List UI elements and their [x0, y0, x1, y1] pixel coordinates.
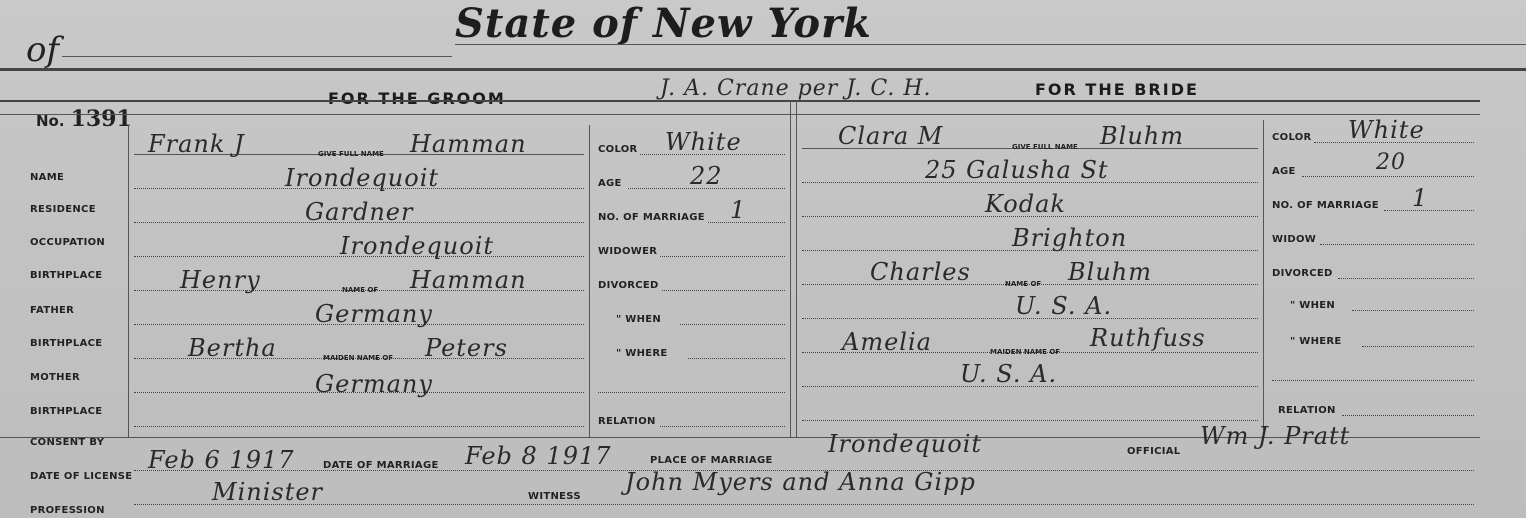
label-name: NAME — [30, 172, 65, 183]
table-top-rule — [0, 100, 1480, 102]
groom-residence: Irondequoit — [285, 164, 440, 192]
col-divider-labels — [128, 125, 129, 437]
bride-name-of-label: NAME OF — [1005, 280, 1042, 288]
bride-no-of-marriage: 1 — [1412, 184, 1429, 212]
groom-where-line — [688, 358, 785, 359]
groom-mother-first: Bertha — [188, 334, 277, 362]
groom-give-full-name-label: GIVE FULL NAME — [318, 150, 384, 158]
groom-blank-line — [598, 392, 785, 393]
groom-relation-label: RELATION — [598, 416, 656, 427]
bride-heading: FOR THE BRIDE — [1035, 80, 1199, 99]
clerk-note: J. A. Crane per J. C. H. — [660, 76, 932, 101]
col-divider-center-1 — [790, 100, 791, 437]
county-line — [62, 56, 452, 57]
label-birthplace-3: BIRTHPLACE — [30, 406, 103, 417]
bride-residence: 25 Galusha St — [925, 156, 1109, 184]
label-residence: RESIDENCE — [30, 204, 96, 215]
bride-mother-birthplace: U. S. A. — [960, 360, 1058, 388]
bride-age: 20 — [1376, 150, 1406, 175]
bride-color: White — [1348, 116, 1425, 144]
groom-age-label: AGE — [598, 178, 622, 189]
bride-birthplace: Brighton — [1012, 224, 1128, 252]
place-of-marriage: Irondequoit — [828, 430, 983, 458]
label-mother: MOTHER — [30, 372, 80, 383]
bride-divorced-label: DIVORCED — [1272, 268, 1333, 279]
groom-when-line — [680, 324, 785, 325]
groom-widower-label: WIDOWER — [598, 246, 658, 257]
label-birthplace-1: BIRTHPLACE — [30, 270, 103, 281]
number-label: No. — [36, 112, 65, 130]
label-birthplace-2: BIRTHPLACE — [30, 338, 103, 349]
bride-when-label: " WHEN — [1290, 300, 1336, 311]
groom-first-name: Frank J — [148, 130, 245, 158]
groom-color-label: COLOR — [598, 144, 638, 155]
witnesses: John Myers and Anna Gipp — [625, 468, 976, 496]
groom-divorced-label: DIVORCED — [598, 280, 659, 291]
date-of-marriage: Feb 8 1917 — [465, 442, 612, 470]
profession-line — [134, 504, 1474, 505]
groom-where-label: " WHERE — [616, 348, 668, 359]
bride-father-surname: Bluhm — [1068, 258, 1152, 286]
groom-divorced-line — [662, 290, 785, 291]
bride-divorced-line — [1338, 278, 1474, 279]
bride-no-of-marriage-label: NO. OF MARRIAGE — [1272, 200, 1379, 211]
profession: Minister — [212, 478, 324, 506]
bride-maiden-name-of-label: MAIDEN NAME OF — [990, 348, 1061, 356]
groom-father-surname: Hamman — [410, 266, 527, 294]
groom-father-birthplace: Germany — [315, 300, 433, 328]
bride-father-first: Charles — [870, 258, 971, 286]
bride-relation-line — [1342, 415, 1474, 416]
number-value: 1391 — [70, 106, 132, 132]
groom-age: 22 — [690, 162, 723, 190]
bride-first-name: Clara M — [838, 122, 944, 150]
col-divider-groom-info — [589, 125, 590, 437]
groom-when-label: " WHEN — [616, 314, 662, 325]
label-official: OFFICIAL — [1127, 446, 1181, 457]
groom-no-marriage-line — [708, 222, 785, 223]
record-number — [36, 106, 132, 132]
header-rule — [0, 68, 1526, 71]
official: Wm J. Pratt — [1200, 422, 1351, 450]
bride-widow-label: WIDOW — [1272, 234, 1317, 245]
bride-blank-line — [1272, 380, 1474, 381]
groom-father-first: Henry — [180, 266, 261, 294]
groom-color: White — [665, 128, 742, 156]
label-consent-by: CONSENT BY — [30, 437, 105, 448]
col-divider-bride-info — [1263, 120, 1264, 430]
of-label: of — [26, 30, 60, 70]
bride-father-birthplace: U. S. A. — [1015, 292, 1113, 320]
bride-relation-label: RELATION — [1278, 405, 1336, 416]
bride-mother-maiden: Ruthfuss — [1090, 324, 1206, 352]
label-place-of-marriage: PLACE OF MARRIAGE — [650, 455, 773, 466]
groom-surname: Hamman — [410, 130, 527, 158]
title-underline — [455, 44, 1526, 45]
bride-where-label: " WHERE — [1290, 336, 1342, 347]
groom-no-of-marriage: 1 — [730, 196, 747, 224]
bride-age-line — [1302, 176, 1474, 177]
date-of-license: Feb 6 1917 — [148, 446, 295, 474]
groom-mother-birthplace: Germany — [315, 370, 433, 398]
label-date-of-license: DATE OF LICENSE — [30, 471, 133, 482]
groom-occupation: Gardner — [305, 198, 414, 226]
bride-where-line — [1362, 346, 1474, 347]
table-top-rule-2 — [0, 114, 1480, 115]
bride-when-line — [1352, 310, 1474, 311]
groom-line-consent — [134, 426, 584, 427]
bride-color-label: COLOR — [1272, 132, 1312, 143]
label-occupation: OCCUPATION — [30, 237, 106, 248]
groom-heading: FOR THE GROOM — [328, 89, 506, 108]
bride-occupation: Kodak — [985, 190, 1066, 218]
groom-no-of-marriage-label: NO. OF MARRIAGE — [598, 212, 705, 223]
groom-widower-line — [660, 256, 785, 257]
bride-give-full-name-label: GIVE FULL NAME — [1012, 143, 1078, 151]
groom-relation-line — [660, 426, 785, 427]
form-title: State of New York — [455, 0, 872, 47]
groom-mother-maiden: Peters — [425, 334, 508, 362]
col-divider-center-2 — [796, 100, 797, 437]
label-date-of-marriage: DATE OF MARRIAGE — [323, 460, 439, 471]
bride-surname: Bluhm — [1100, 122, 1184, 150]
label-father: FATHER — [30, 305, 75, 316]
bride-widow-line — [1320, 244, 1474, 245]
bride-mother-first: Amelia — [842, 328, 932, 356]
bride-age-label: AGE — [1272, 166, 1296, 177]
groom-birthplace: Irondequoit — [340, 232, 495, 260]
label-witness: WITNESS — [528, 491, 581, 502]
bride-line-consent — [802, 420, 1258, 421]
bride-no-marriage-line — [1384, 210, 1474, 211]
label-profession: PROFESSION — [30, 505, 105, 516]
groom-name-of-label: NAME OF — [342, 286, 379, 294]
groom-maiden-name-of-label: MAIDEN NAME OF — [323, 354, 394, 362]
